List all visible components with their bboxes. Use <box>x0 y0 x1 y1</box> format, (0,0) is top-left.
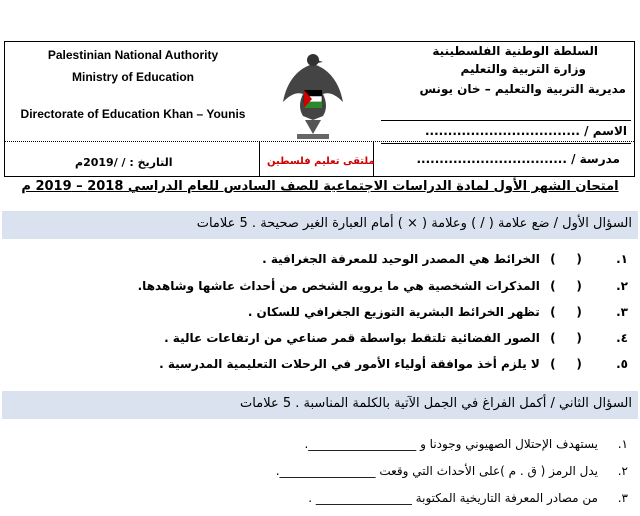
question-2-heading-text: السؤال الثاني / أكمل الفراغ في الجمل الآتية بالكلمة المناسبة . 5 علامات <box>240 396 632 411</box>
exam-header <box>4 41 635 177</box>
item-number: ١. <box>616 252 628 266</box>
answer-blank[interactable]: ( ) <box>550 331 582 345</box>
school-field[interactable]: مدرسة / ................................. <box>416 152 620 166</box>
question-1-heading-text: السؤال الأول / ضع علامة ( / ) وعلامة ( × ) أمام العبارة الغير صحيحة . 5 علامات <box>196 216 632 231</box>
item-text: لا يلزم أخذ موافقة أولياء الأمور في الرحلات التعليمية المدرسية . <box>159 357 540 371</box>
q2-item[interactable] <box>308 491 628 505</box>
header-divider <box>5 141 634 142</box>
site-label: ملتقى تعليم فلسطين <box>267 156 375 167</box>
q1-item <box>262 252 628 266</box>
exam-title <box>0 179 640 194</box>
item-text: يستهدف الإحتلال الصهيوني وجودنا و __________________. <box>304 437 598 451</box>
item-text: الخرائط هي المصدر الوحيد للمعرفة الجغرافية . <box>262 252 540 266</box>
q1-item <box>248 305 628 319</box>
answer-blank[interactable]: ( ) <box>550 305 582 319</box>
question-1-heading <box>2 211 638 239</box>
item-number: ٣. <box>617 491 628 505</box>
item-number: ٢. <box>617 464 628 478</box>
ministry-ar: وزارة التربية والتعليم <box>460 62 586 76</box>
item-text: الصور الفضائية تلتقط بواسطة قمر صناعي من ارتفاعات عالية . <box>164 331 540 345</box>
item-number: ٥. <box>616 357 628 371</box>
name-label: الاسم / .................................. <box>425 124 627 138</box>
answer-blank[interactable]: ( ) <box>550 279 582 293</box>
q1-item <box>159 357 628 371</box>
item-text: تظهر الخرائط البشرية التوزيع الجغرافي للسكان . <box>247 305 540 319</box>
exam-title-text: امتحان الشهر الأول لمادة الدراسات الاجتماعية للصف السادس للعام الدراسي 2018 – 2019 م <box>21 179 619 194</box>
item-number: ٢. <box>616 279 628 293</box>
authority-en: Palestinian National Authority <box>47 48 219 62</box>
item-number: ١. <box>617 437 628 451</box>
q1-item <box>164 331 628 345</box>
palestine-eagle-emblem-icon <box>279 50 347 142</box>
answer-blank[interactable]: ( ) <box>550 357 582 371</box>
ministry-en: Ministry of Education <box>71 70 194 84</box>
item-number: ٤. <box>616 331 628 345</box>
item-text: يدل الرمز ( ق . م )على الأحداث التي وقعت ________________. <box>275 464 598 478</box>
item-text: المذكرات الشخصية هي ما يرويه الشخص من أحداث عاشها وشاهدها. <box>137 279 540 293</box>
cell-divider <box>259 141 260 176</box>
directorate-ar: مديرية التربية والتعليم – خان يونس <box>419 82 626 96</box>
item-number: ٣. <box>616 305 628 319</box>
authority-ar: السلطة الوطنية الفلسطينية <box>432 44 598 58</box>
question-2-heading <box>2 391 638 419</box>
item-text: من مصادر المعرفة التاريخية المكتوبة ________________ . <box>308 491 598 505</box>
q2-item[interactable] <box>276 464 628 478</box>
q1-item <box>138 279 628 293</box>
q2-item[interactable] <box>304 437 628 451</box>
date-field[interactable]: التاريخ : / /2019م <box>75 156 173 169</box>
answer-blank[interactable]: ( ) <box>550 252 582 266</box>
directorate-en: Directorate of Education Khan – Younis <box>20 107 246 121</box>
